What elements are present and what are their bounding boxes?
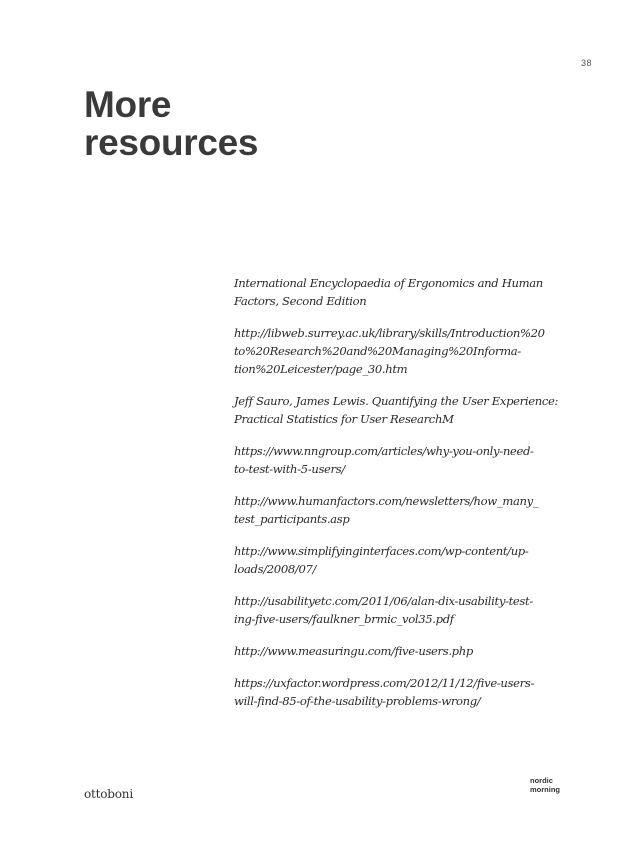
nordic-morning-logo bbox=[530, 777, 560, 794]
resource-line[interactable]: tion%20Leicester/page_30.htm bbox=[234, 362, 408, 376]
resource-line: Jeff Sauro, James Lewis. Quantifying the User Experience: bbox=[234, 394, 559, 408]
resource-line: Practical Statistics for User ResearchM bbox=[234, 412, 454, 426]
resource-line[interactable]: ing-five-users/faulkner_brmic_vol35.pdf bbox=[234, 612, 454, 626]
resource-link[interactable] bbox=[234, 542, 574, 578]
resource-line[interactable]: to-test-with-5-users/ bbox=[234, 462, 345, 476]
page-title-line-1: More bbox=[84, 84, 172, 125]
resource-item bbox=[234, 274, 574, 310]
page-title-line-2: resources bbox=[84, 122, 259, 163]
resource-line[interactable]: http://libweb.surrey.ac.uk/library/skills/Introduction%20 bbox=[234, 326, 545, 340]
logo-line-1: nordic bbox=[530, 776, 553, 785]
logo-line-2: morning bbox=[530, 784, 560, 794]
resource-line[interactable]: http://www.simplifyinginterfaces.com/wp-content/up- bbox=[234, 544, 529, 558]
resource-item bbox=[234, 392, 574, 428]
page-title bbox=[84, 86, 258, 162]
ottoboni-logo: ottoboni bbox=[84, 787, 133, 801]
resource-link[interactable] bbox=[234, 592, 574, 628]
resource-line[interactable]: http://www.humanfactors.com/newsletters/how_many_ bbox=[234, 494, 539, 508]
page-number: 38 bbox=[580, 58, 592, 68]
resource-link[interactable] bbox=[234, 674, 574, 710]
resource-line[interactable]: will-find-85-of-the-usability-problems-wrong/ bbox=[234, 694, 481, 708]
resource-line: International Encyclopaedia of Ergonomics and Human bbox=[234, 276, 543, 290]
resource-link[interactable] bbox=[234, 492, 574, 528]
resource-line[interactable]: test_participants.asp bbox=[234, 512, 350, 526]
resource-line: Factors, Second Edition bbox=[234, 294, 367, 308]
resource-line[interactable]: https://uxfactor.wordpress.com/2012/11/12/five-users- bbox=[234, 676, 535, 690]
resource-line[interactable]: http://usabilityetc.com/2011/06/alan-dix-usability-test- bbox=[234, 594, 533, 608]
resource-line[interactable]: to%20Research%20and%20Managing%20Informa- bbox=[234, 344, 521, 358]
resource-link[interactable] bbox=[234, 642, 574, 660]
resource-link[interactable] bbox=[234, 324, 574, 378]
resource-list bbox=[234, 274, 574, 724]
resource-line[interactable]: loads/2008/07/ bbox=[234, 562, 317, 576]
resource-line[interactable]: http://www.measuringu.com/five-users.php bbox=[234, 644, 473, 658]
resource-link[interactable] bbox=[234, 442, 574, 478]
resource-line[interactable]: https://www.nngroup.com/articles/why-you-only-need- bbox=[234, 444, 534, 458]
